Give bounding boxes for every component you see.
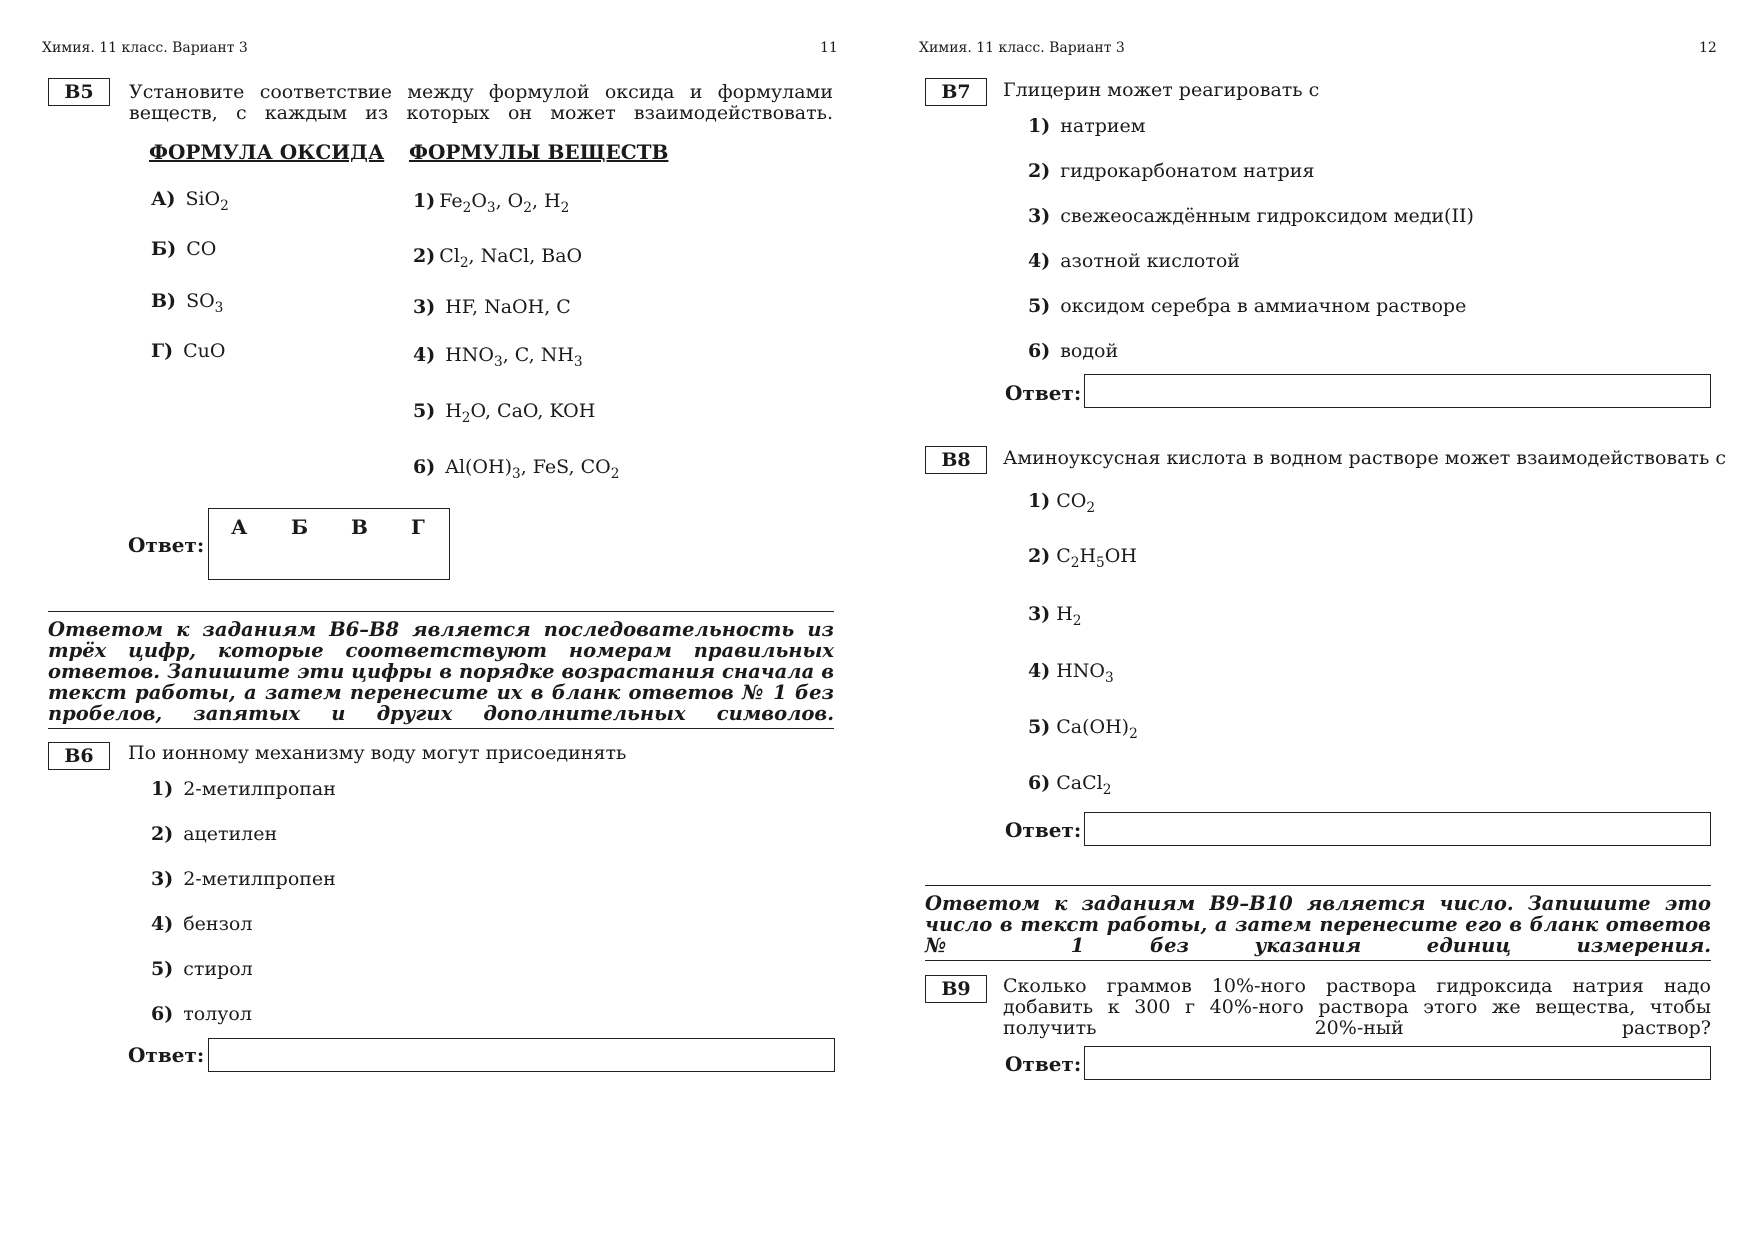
option-b8: 2) $C_2H_5OH$ [1028,545,1137,571]
divider [48,611,834,612]
match-right-item: 4) $HNO_3$, C, $NH_3$ [413,344,583,370]
grid-col-a: А [231,515,248,539]
match-right-item: 5) $H_2O$, CaO, KOH [413,400,596,426]
match-right-item: 3) HF, NaOH, C [413,296,571,318]
option-b8: 4) $HNO_3$ [1028,660,1114,686]
answer-label: Ответ: [128,533,205,557]
answer-field-b8[interactable] [1084,812,1711,846]
option-b8: 5) $Ca(OH)_2$ [1028,716,1138,742]
page-number: 12 [1699,40,1717,56]
page-header: Химия. 11 класс. Вариант 3 [919,40,1125,56]
question-text-b6: По ионному механизму воду могут присоединять [128,742,627,764]
match-left-item: А) SiO$_2$ [151,188,229,214]
option-b8: 3) $H_2$ [1028,603,1082,629]
instructions-b9-b10: Ответом к заданиям В9–В10 является число. Запишите это число в текст работы, а затем перенесите его в бланк ответов № 1 без указания единиц измерения. [925,892,1711,957]
question-text-b7: Глицерин может реагировать с [1003,79,1320,101]
match-left-item: Г) CuO [151,340,226,362]
match-right-item: 2) $Cl_2$, NaCl, BaO [413,245,583,271]
option-b6: 6) толуол [151,1003,252,1025]
grid-col-v: В [351,515,368,539]
grid-col-g: Г [411,515,425,539]
answer-label: Ответ: [1005,381,1082,405]
divider [925,885,1711,886]
divider [48,728,834,729]
question-text-b5: Установите соответствие между формулой оксида и формулами веществ, с каждым из которых он может взаимодействовать. [129,81,833,124]
page-header: Химия. 11 класс. Вариант 3 [42,40,248,56]
option-b6: 4) бензол [151,913,253,935]
question-label-b9: В9 [925,975,987,1003]
option-b6: 2) ацетилен [151,823,278,845]
match-right-item: 1) $Fe_2O_3$, $O_2$, $H_2$ [413,190,570,216]
column-head-oxide: ФОРМУЛА ОКСИДА [149,140,385,164]
page-right [877,0,1754,1239]
option-b8: 6) CaCl$_2$ [1028,772,1112,798]
answer-field-b9[interactable] [1084,1046,1711,1080]
option-b6: 1) 2-метилпропан [151,778,336,800]
answer-label: Ответ: [1005,1052,1082,1076]
option-b7: 1) натрием [1028,115,1146,137]
question-text-b9: Сколько граммов 10%-ного раствора гидроксида натрия надо добавить к 300 г 40%-ного раствора этого же вещества, чтобы получить 20%-ный раствор? [1003,975,1711,1039]
answer-field-b7[interactable] [1084,374,1711,408]
match-left-item: В) $SO_3$ [151,290,224,316]
question-label-b8: В8 [925,446,987,474]
grid-col-b: Б [291,515,309,539]
option-b7: 4) азотной кислотой [1028,250,1240,272]
column-head-substances: ФОРМУЛЫ ВЕЩЕСТВ [409,140,669,164]
answer-field-b6[interactable] [208,1038,835,1072]
question-label-b5: В5 [48,78,110,106]
answer-grid-b5[interactable] [208,508,450,580]
instructions-b6-b8: Ответом к заданиям В6–В8 является последовательность из трёх цифр, которые соответствуют номерам правильных ответов. Запишите эти цифры в порядке возрастания сначала в текст работы, а затем перенесите их в бланк ответов № 1 без пробелов, запятых и других дополнительных символов. [48,618,834,725]
option-b8: 1) $CO_2$ [1028,490,1096,516]
answer-label: Ответ: [1005,818,1082,842]
option-b7: 5) оксидом серебра в аммиачном растворе [1028,295,1467,317]
answer-label: Ответ: [128,1043,205,1067]
option-b6: 3) 2-метилпропен [151,868,336,890]
question-text-b8: Аминоуксусная кислота в водном растворе может взаимодействовать с [1003,447,1726,469]
option-b6: 5) стирол [151,958,253,980]
question-label-b7: В7 [925,78,987,106]
page-number: 11 [820,40,838,56]
option-b7: 6) водой [1028,340,1119,362]
question-label-b6: В6 [48,742,110,770]
match-right-item: 6) $Al(OH)_3$, FeS, $CO_2$ [413,456,620,482]
option-b7: 3) свежеосаждённым гидроксидом меди(II) [1028,205,1474,227]
divider [925,960,1711,961]
option-b7: 2) гидрокарбонатом натрия [1028,160,1315,182]
match-left-item: Б) CO [151,238,217,260]
